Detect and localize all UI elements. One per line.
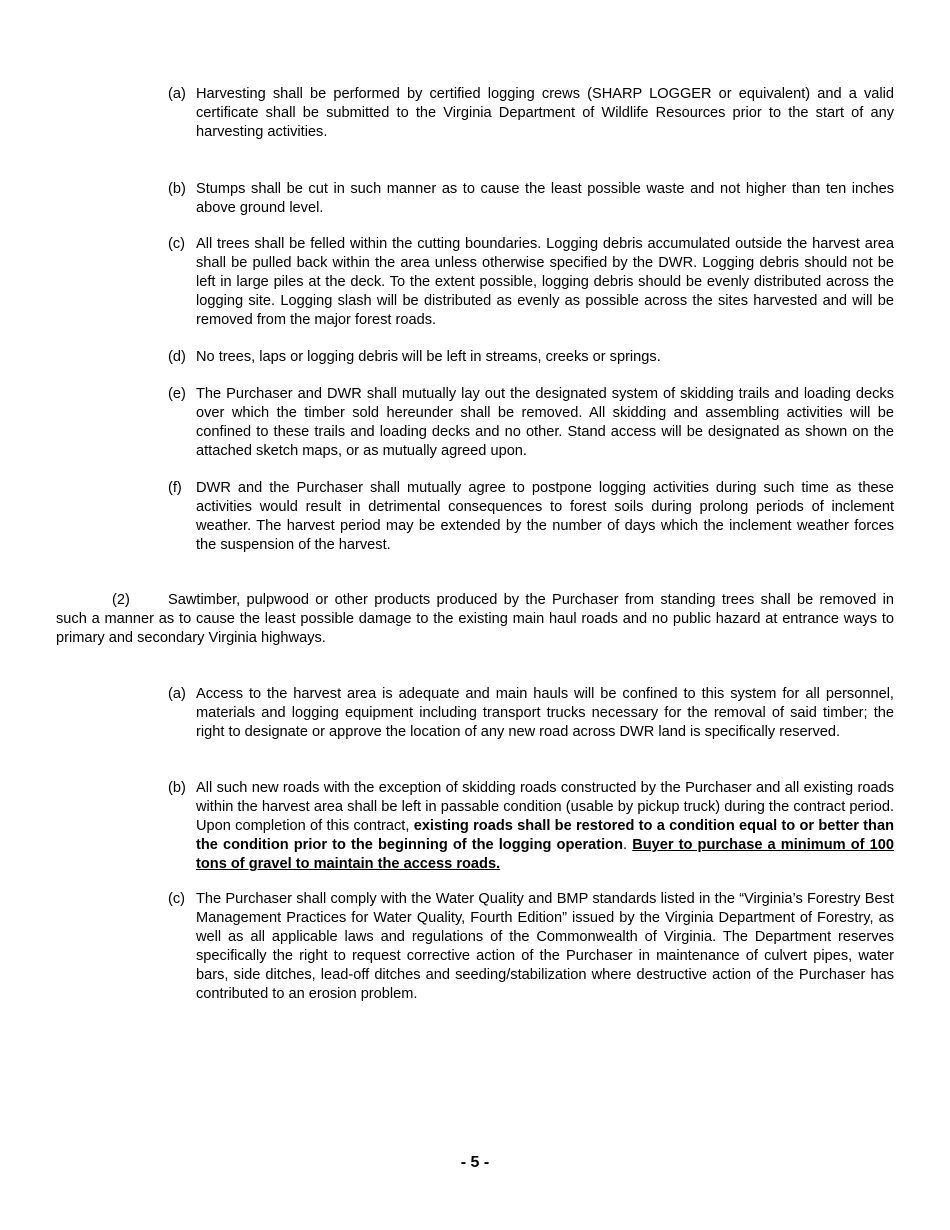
item-1b [168, 180, 894, 218]
item-2c [168, 890, 894, 1004]
item-label: (b) [168, 181, 186, 197]
item-label: (a) [168, 686, 186, 702]
item-label: (e) [168, 386, 186, 402]
item-text: The Purchaser shall comply with the Water Quality and BMP standards listed in the “Virginia’s Forestry Best Management Practices for Water Quality, Fourth Edition” issued by the Virginia Department of Forestry, as well as all applicable laws and regulations of the Commonwealth of Virginia. The Department reserves specifically the right to request corrective action of the Purchaser in maintenance of culvert pipes, water bars, side ditches, lead-off ditches and seeding/stabilization where destructive action of the Purchaser has contributed to an erosion problem. [196, 891, 894, 1002]
item-1c [168, 235, 894, 330]
item-text: The Purchaser and DWR shall mutually lay out the designated system of skidding trails and loading decks over which the timber sold hereunder shall be removed. All skidding and assembling activities will be confined to these trails and loading decks and no other. Stand access will be designated as shown on the attached sketch maps, or as mutually agreed upon. [196, 386, 894, 459]
item-text: All trees shall be felled within the cutting boundaries. Logging debris accumulated outside the harvest area shall be pulled back within the area unless otherwise specified by the DWR. Logging debris should not be left in large piles at the deck. To the extent possible, logging debris should be evenly distributed across the logging site. Logging slash will be distributed as evenly as possible across the sites harvested and will be removed from the major forest roads. [196, 236, 894, 328]
item-1a [168, 85, 894, 142]
item-text: Harvesting shall be performed by certified logging crews (SHARP LOGGER or equivalent) and a valid certificate shall be submitted to the Virginia Department of Wildlife Resources prior to the start of any harvesting activities. [196, 86, 894, 140]
item-label: (a) [168, 86, 186, 102]
item-1f [168, 479, 894, 555]
item-label: (c) [168, 891, 186, 907]
item-text-underline: Buyer to purchase a minimum of 100 tons of gravel to maintain the access roads. [196, 837, 894, 872]
item-label: (f) [168, 480, 182, 496]
item-text-separator: . [623, 837, 633, 853]
item-text [196, 779, 894, 874]
item-label: (b) [168, 780, 186, 796]
item-2b [168, 779, 894, 874]
paragraph-number: (2) [112, 592, 130, 608]
item-text-plain: All such new roads with the exception of skidding roads constructed by the Purchaser and all existing roads within the harvest area shall be left in passable condition (usable by pickup truck) during the contract period. Upon completion of this contract, [196, 780, 894, 834]
item-label: (d) [168, 349, 186, 365]
item-text-bold: existing roads shall be restored to a condition equal to or better than the condition prior to the beginning of the logging operation [196, 818, 894, 853]
item-1e [168, 385, 894, 461]
item-2a [168, 685, 894, 742]
item-text: DWR and the Purchaser shall mutually agree to postpone logging activities during such time as these activities would result in detrimental consequences to forest soils during prolong periods of inclement weather. The harvest period may be extended by the number of days which the inclement weather forces the suspension of the harvest. [196, 480, 894, 553]
item-text: No trees, laps or logging debris will be left in streams, creeks or springs. [196, 349, 661, 365]
item-1d [168, 348, 894, 367]
item-text: Stumps shall be cut in such manner as to cause the least possible waste and not higher than ten inches above ground level. [196, 181, 894, 216]
page-number: - 5 - [460, 1154, 490, 1171]
item-label: (c) [168, 236, 186, 252]
paragraph-2 [56, 591, 894, 648]
item-text: Access to the harvest area is adequate and main hauls will be confined to this system for all personnel, materials and logging equipment including transport trucks necessary for the removal of said timber; the right to designate or approve the location of any new road across DWR land is specifically reserved. [196, 686, 894, 740]
paragraph-text: Sawtimber, pulpwood or other products produced by the Purchaser from standing trees shall be removed in such a manner as to cause the least possible damage to the existing main haul roads and no public hazard at entrance ways to primary and secondary Virginia highways. [56, 592, 894, 646]
